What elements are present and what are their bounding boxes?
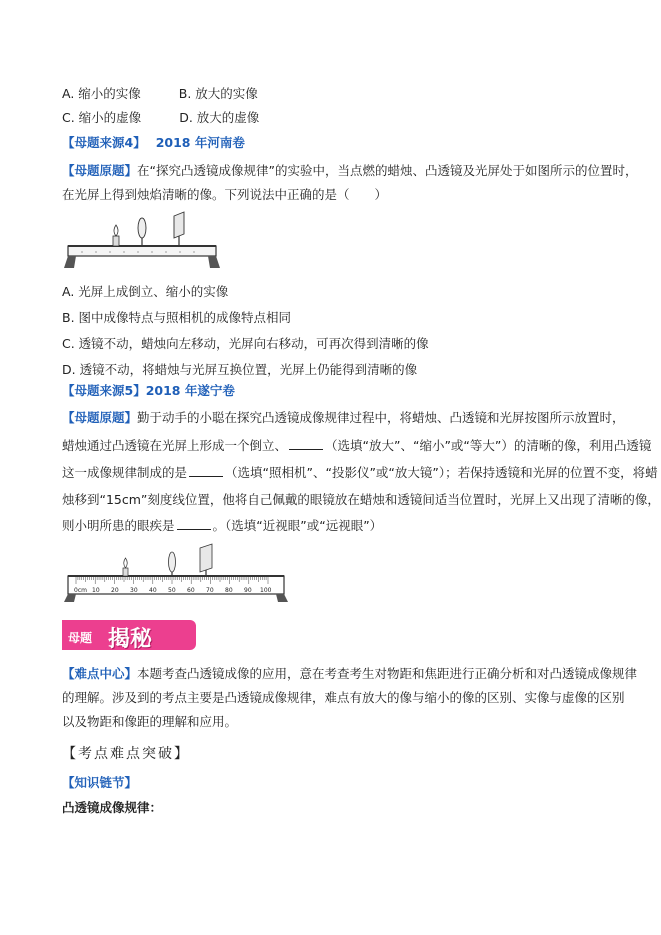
banner-big-text: 揭秘 xyxy=(108,626,153,650)
q5-text-5b: 。（选填“近视眼”或“远视眼”） xyxy=(212,518,383,533)
convex-lens xyxy=(138,218,146,238)
q4-stem-text-1: 在“探究凸透镜成像规律”的实验中，当点燃的蜡烛、凸透镜及光屏处于如图所示的位置时， xyxy=(137,163,638,178)
q5-line-5 xyxy=(62,518,382,534)
q5-source-label: 【母题来源5】 xyxy=(62,383,146,398)
candle xyxy=(113,236,119,246)
q5-line-3 xyxy=(62,465,658,481)
q5-source-year: 2018 年遂宁卷 xyxy=(145,383,235,398)
q5-blank-3 xyxy=(177,518,211,530)
analysis-text-1: 本题考查凸透镜成像的应用，意在考查考生对物距和焦距进行正确分析和对凸透镜成像规律 xyxy=(137,666,638,681)
ruler-left-leg xyxy=(64,594,76,602)
q5-text-3a: 这一成像规律制成的是 xyxy=(62,465,188,480)
ruler-label-30: 30 xyxy=(130,587,138,594)
light-screen xyxy=(200,544,212,572)
bench-left-leg xyxy=(64,256,76,268)
q5-line-2 xyxy=(62,438,651,454)
q4-option-b-text: B. 图中成像特点与照相机的成像特点相同 xyxy=(62,310,292,325)
ruler-label-100: 100 xyxy=(260,587,272,594)
option-c: C. 缩小的虚像 xyxy=(62,110,142,125)
breakthrough-heading: 【考点难点突破】 xyxy=(62,746,190,762)
q4-stem-text-2: 在光屏上得到烛焰清晰的像。下列说法中正确的是（ ） xyxy=(62,187,388,202)
rule-title-line xyxy=(62,800,162,816)
q4-option-a xyxy=(62,284,228,300)
q4-option-d xyxy=(62,362,417,378)
bench-right-leg xyxy=(208,256,220,268)
convex-lens xyxy=(169,552,176,572)
option-a: A. 缩小的实像 xyxy=(62,86,141,101)
q5-text-1: 勤于动手的小聪在探究凸透镜成像规律过程中，将蜡烛、凸透镜和光屏按图所示放置时， xyxy=(137,410,625,425)
q4-stem-line-2 xyxy=(62,187,387,203)
previous-options-row-1 xyxy=(62,86,258,102)
q4-source xyxy=(62,135,245,151)
candle-flame xyxy=(124,558,128,568)
ruler-right-leg xyxy=(276,594,288,602)
ruler-label-40: 40 xyxy=(149,587,157,594)
q4-option-c-text: C. 透镜不动，蜡烛向左移动，光屏向右移动，可再次得到清晰的像 xyxy=(62,336,429,351)
q5-text-4: 烛移到“15cm”刻度线位置，他将自己佩戴的眼镜放在蜡烛和透镜间适当位置时，光屏上又出现了清晰的像， xyxy=(62,492,660,507)
ruler-label-50: 50 xyxy=(168,587,176,594)
knowledge-label-line xyxy=(62,775,137,791)
analysis-text-3: 以及物距和像距的理解和应用。 xyxy=(62,714,238,729)
option-b: B. 放大的实像 xyxy=(178,86,258,101)
q5-ruler-bench-figure xyxy=(64,540,290,606)
candle xyxy=(123,568,128,576)
rule-title: 凸透镜成像规律： xyxy=(62,800,163,815)
q5-blank-2 xyxy=(189,465,223,477)
ruler-label-0: 0cm xyxy=(74,587,87,594)
ruler-label-90: 90 xyxy=(244,587,252,594)
q4-optical-bench-figure xyxy=(62,210,222,272)
analysis-line-3 xyxy=(62,714,237,730)
q4-option-a-text: A. 光屏上成倒立、缩小的实像 xyxy=(62,284,229,299)
q5-text-3b: （选填“照相机”、“投影仪”或“放大镜”）；若保持透镜和光屏的位置不变，将蜡 xyxy=(225,465,658,480)
ruler-label-70: 70 xyxy=(206,587,214,594)
analysis-line-1 xyxy=(62,666,637,682)
q4-original-label: 【母题原题】 xyxy=(62,163,138,178)
q4-stem-line-1 xyxy=(62,163,637,179)
section-banner xyxy=(62,620,196,650)
ruler-label-60: 60 xyxy=(187,587,195,594)
candle-flame xyxy=(114,225,118,236)
previous-options-row-2 xyxy=(62,110,259,126)
q5-source xyxy=(62,383,235,399)
q5-text-5a: 则小明所患的眼疾是 xyxy=(62,518,175,533)
banner-small-text: 母题 xyxy=(68,631,93,645)
q4-option-c xyxy=(62,336,429,352)
ruler-label-80: 80 xyxy=(225,587,233,594)
q4-source-label: 【母题来源4】 xyxy=(62,135,146,150)
q5-line-4 xyxy=(62,492,660,508)
q5-original-label: 【母题原题】 xyxy=(62,410,138,425)
ruler-label-10: 10 xyxy=(92,587,100,594)
analysis-line-2 xyxy=(62,690,625,706)
q5-line-1 xyxy=(62,410,625,426)
analysis-label: 【难点中心】 xyxy=(62,666,138,681)
q4-source-year: 2018 年河南卷 xyxy=(155,135,245,150)
q5-text-2b: （选填“放大”、“缩小”或“等大”）的清晰的像，利用凸透镜 xyxy=(325,438,652,453)
option-d: D. 放大的虚像 xyxy=(179,110,260,125)
q5-blank-1 xyxy=(289,438,323,450)
knowledge-label: 【知识链节】 xyxy=(62,775,138,790)
analysis-text-2: 的理解。涉及到的考点主要是凸透镜成像规律，难点有放大的像与缩小的像的区别、实像与虚像的区别 xyxy=(62,690,625,705)
q4-option-b xyxy=(62,310,291,326)
light-screen xyxy=(174,212,184,238)
ruler-label-20: 20 xyxy=(111,587,119,594)
q4-option-d-text: D. 透镜不动，将蜡烛与光屏互换位置，光屏上仍能得到清晰的像 xyxy=(62,362,418,377)
q5-text-2a: 蜡烛通过凸透镜在光屏上形成一个倒立、 xyxy=(62,438,288,453)
